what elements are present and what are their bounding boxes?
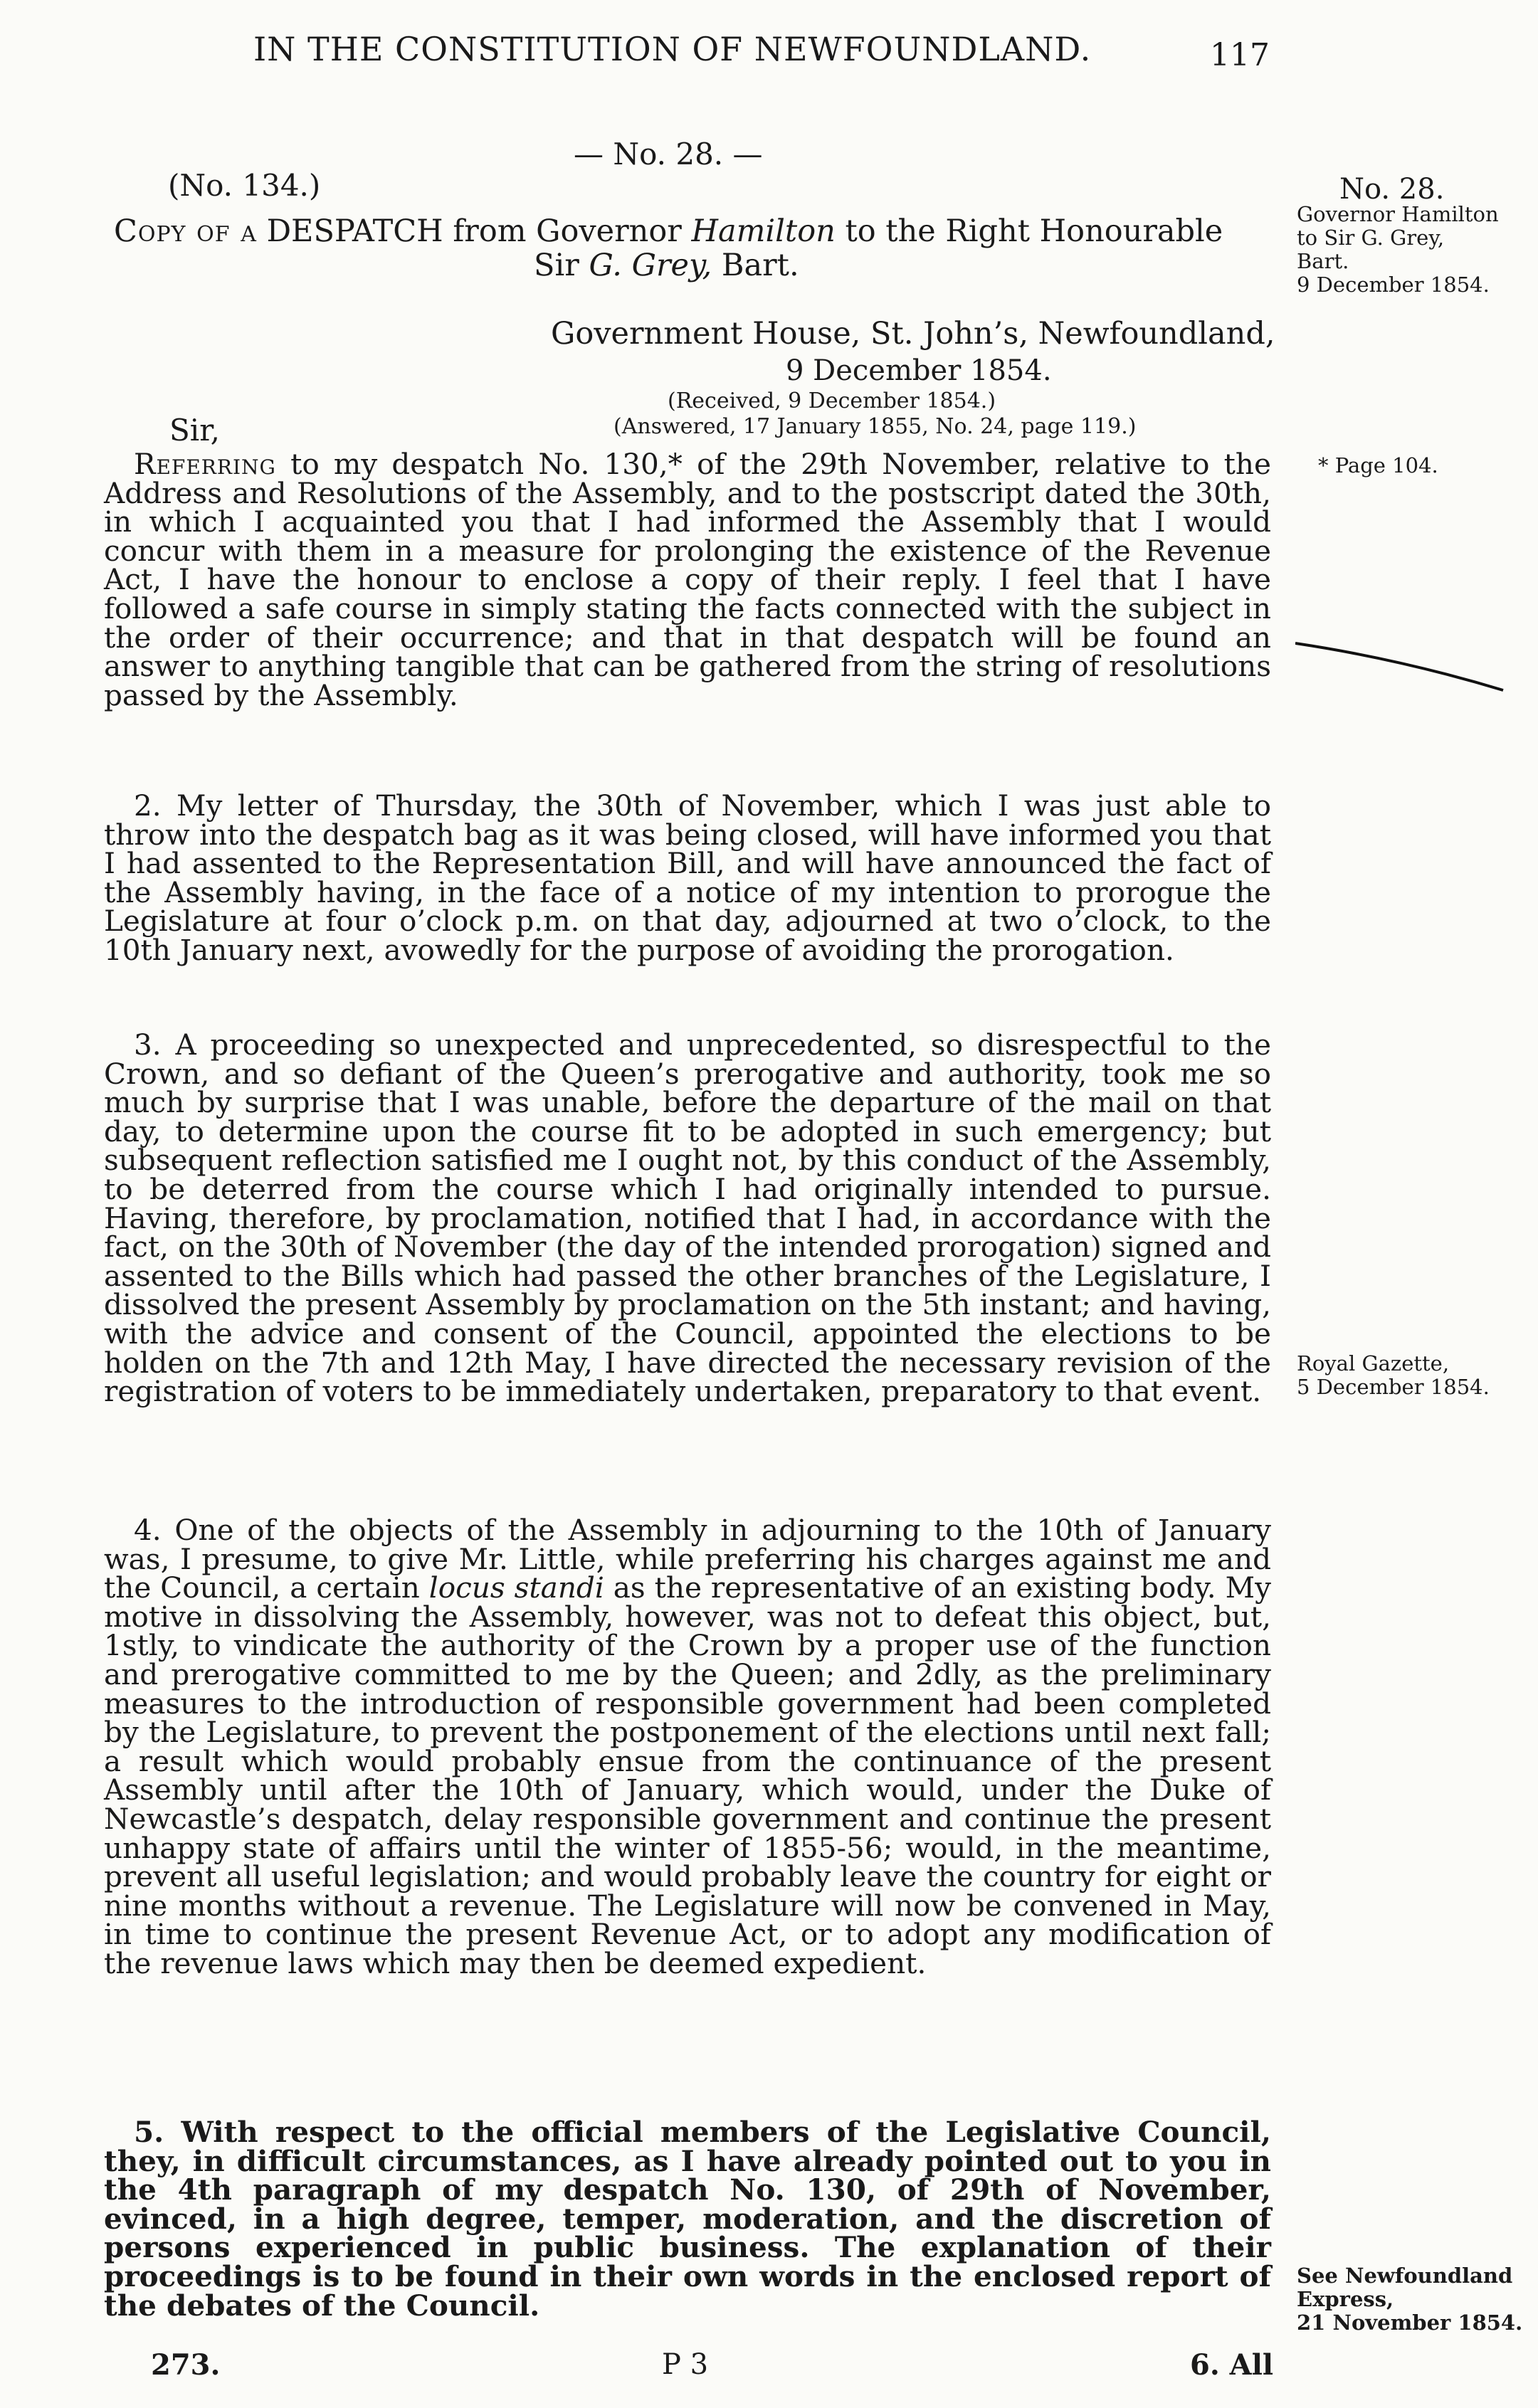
recipient-suffix: Bart. [721,248,799,283]
despatch-word: DESPATCH [266,213,443,249]
footer-gathering: P 3 [662,2348,709,2381]
footer-catchword: 6. All [1190,2348,1274,2382]
page-number: 117 [1210,37,1270,73]
margin-note-express [1297,2264,1532,2335]
recipient-name: G. Grey, [589,248,712,283]
paragraph-2: 2. My letter of Thursday, the 30th of November, which I was just able to throw into the despatch bag as it was being closed, will have informed you that I had assented to the Representation Bill, and will have announced the fact of the Assembly having, in the face of a notice of my intention to prorogue the Legislature at four o’clock p.m. on that day, adjourned at two o’clock, to the 10th January next, avowedly for the purpose of avoiding the prorogation. [104,788,1271,967]
margin-note-line: to Sir G. Grey, [1297,226,1445,250]
paragraph-italic: locus standi [428,1570,604,1605]
letter-date: 9 December 1854. [786,354,1052,387]
paragraph-4 [104,1513,1271,1980]
paragraph-text-a: 4. One of the objects of the Assembly in adjourning to the 10th of January was, I presume, to give Mr. Little, while preferring his charges against me and the Council, a certain [104,1513,1271,1605]
paragraph-1 [104,447,1271,712]
margin-note-line: 9 December 1854. [1297,273,1490,297]
margin-note-number: No. 28. [1339,173,1445,206]
margin-note-line: Bart. [1297,249,1349,273]
margin-note-despatch [1297,173,1532,297]
received-note: (Received, 9 December 1854.) [668,389,996,413]
salutation: Sir, [169,413,221,448]
footer-signature: 273. [151,2348,221,2382]
paragraph-5: 5. With respect to the official members of the Legislative Council, they, in difficult circumstances, as I have already pointed out to you in the 4th paragraph of my despatch No. 130, of 29th of November, evinced, in a high degree, temper, moderation, and the discretion of persons experienced in public business. The explanation of their proceedings is to be found in their own words in the enclosed report of the debates of the Council. [104,2115,1271,2323]
margin-note-line: See Newfoundland [1297,2264,1513,2288]
copy-prefix: Copy of a [114,213,257,249]
paragraph-3: 3. A proceeding so unexpected and unprecedented, so disrespectful to the Crown, and so defiant of the Queen’s prerogative and authority, took me so much by surprise that I was unable, before the departure of the mail on that day, to determine upon the course fit to be adopted in such emergency; but subsequent reflection satisfied me I ought not, by this conduct of the Assembly, to be deterred from the course which I had originally intended to pursue. Having, therefore, by proclamation, notified that I had, in accordance with the fact, on the 30th of November (the day of the intended prorogation) signed and assented to the Bills which had passed the other branches of the Legislature, I dissolved the present Assembly by proclamation on the 5th instant; and having, with the advice and consent of the Council, appointed the elections to be holden on the 7th and 12th May, I have directed the necessary revision of the registration of voters to be immediately undertaken, preparatory to that event. [104,1028,1271,1409]
paragraph-text-b: as the representative of an existing body. My motive in dissolving the Assembly, however, was not to defeat this object, but, 1stly, to vindicate the authority of the Crown by a proper use of the function and prerogative committed to me by the Queen; and 2dly, as the preliminary measures to the introduction of responsible government had been completed by the Legislature, to prevent the postponement of the elections until next fall; a result which would probably ensue from the continuance of the present Assembly until after the 10th of January, which would, under the Duke of Newcastle’s despatch, delay responsible government and continue the present unhappy state of affairs until the winter of 1855-56; would, in the meantime, prevent all useful legislation; and would probably leave the country for eight or nine months without a revenue. The Legislature will now be convened in May, in time to continue the present Revenue Act, or to adopt any modification of the revenue laws which may then be deemed expedient. [104,1570,1271,1980]
despatch-number: (No. 134.) [168,168,321,203]
margin-note-line: 21 November 1854. [1297,2311,1523,2335]
document-title [114,213,1223,249]
margin-note-page-ref: * Page 104. [1318,453,1438,477]
paragraph-lead: Referring [134,447,276,481]
document-number: — No. 28. — [574,137,763,171]
governor-name: Hamilton [691,213,836,249]
document-title-line2 [534,248,799,283]
from-text: from Governor [453,213,682,249]
margin-note-line: Express, [1297,2287,1394,2311]
answered-note: (Answered, 17 January 1855, No. 24, page 119.) [613,414,1137,439]
margin-pointer-line [1295,638,1509,695]
paragraph-text: to my despatch No. 130,* of the 29th November, relative to the Address and Resolutions of the Assembly, and to the postscript dated the 30th, in which I acquainted you that I had informed the Assembly that I would concur with them in a measure for prolonging the existence of the Revenue Act, I have the honour to enclose a copy of their reply. I feel that I have followed a safe course in simply stating the facts connected with the subject in the order of their occurrence; and that in that despatch will be found an answer to anything tangible that can be gathered from the string of resolutions passed by the Assembly. [104,447,1271,712]
to-text: to the Right Honourable [845,213,1223,249]
sir-prefix: Sir [534,248,579,283]
sender-address: Government House, St. John’s, Newfoundland, [551,316,1275,352]
margin-note-line: Royal Gazette, [1297,1351,1450,1375]
running-header: IN THE CONSTITUTION OF NEWFOUNDLAND. [253,30,1092,68]
margin-note-line: 5 December 1854. [1297,1375,1490,1399]
margin-note-line: Governor Hamilton [1297,202,1499,226]
margin-note-gazette [1297,1352,1532,1399]
